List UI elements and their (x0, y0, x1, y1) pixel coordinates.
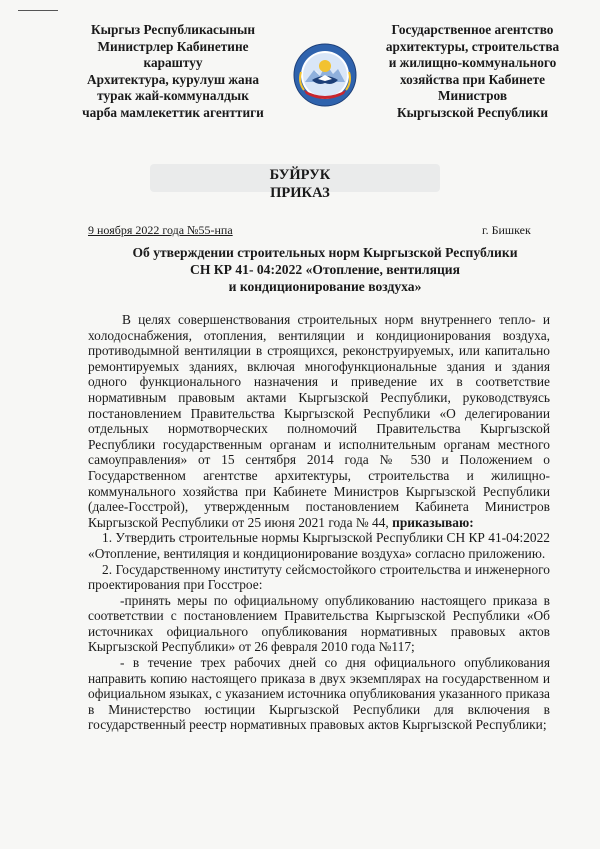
order-subject (60, 244, 590, 295)
preamble-text: В целях совершенствования строительных норм внутреннего тепло- и холодоснабжения, отопления, вентиляции и кондиционирования воздуха, противодымной вентиляции в строящихся, реконструируемых, или капитально ремонтируемых зданиях, включая многофункциональные здания и здания одного функционального назначения и приведение их в соответствие нормативным правовым актами Кыргызской Республики, руководствуясь постановлением Правительства Кыргызской Республики «О делегировании отдельных нормотворческих полномочий Правительства Кыргызской Республики государственным органам и исполнительным органам местного самоуправления» от 15 сентября 2014 года № 530 и Положением о Государственном агентстве архитектуры, строительства и жилищно-коммунального хозяйства при Кабинете Министров Кыргызской Республики (далее-Госстрой), утвержденным постановлением Кабинета Министров Кыргызской Республики от 25 июня 2021 года № 44, (88, 312, 550, 530)
header-left-line: Архитектура, курулуш жана (86, 71, 259, 87)
order-title-ru: ПРИКАЗ (270, 185, 330, 201)
subject-line: Об утверждении строительных норм Кыргызской Республики (132, 245, 518, 260)
order-title-ky: БУЙРУК (269, 167, 331, 183)
header-right-line: Кыргызской Республики (396, 104, 548, 120)
header-right-line: Государственное агентство (391, 22, 554, 37)
header-left-line: турак жай-коммуналдык (97, 88, 249, 103)
header-left-line: Министрлер Кабинетине (97, 38, 249, 54)
header-left-line: Кыргыз Республикасынын (90, 22, 256, 37)
subitem-2: - в течение трех рабочих дней со дня официального опубликования направить копию настоящего приказа в двух экземплярах на государственном и официальном языках, с указанием источника опубликования указанного приказа в Министерство юстиции Кыргызской Республики для включения в государственный реестр нормативных правовых актов Кыргызской Республики; (88, 655, 550, 733)
subject-line: и кондиционирование воздуха» (228, 279, 422, 294)
header-right-line: Министров (437, 88, 508, 103)
header-right-line: архитектуры, строительства (385, 38, 560, 54)
header-left-line: чарба мамлекеттик агенттиги (82, 104, 264, 120)
header-right-line: хозяйства при Кабинете (399, 71, 546, 87)
item-2: 2. Государственному институту сейсмостойкого строительства и инженерного проектирования при Госстрое: (88, 561, 550, 593)
preamble-paragraph (88, 312, 550, 530)
subject-line: СН КР 41- 04:2022 «Отопление, вентиляция (190, 262, 460, 277)
order-word: приказываю: (392, 514, 474, 530)
header-left-kyrgyz (68, 22, 278, 121)
state-emblem-icon (292, 42, 358, 108)
scan-mark (18, 10, 58, 11)
subitem-1: -принять меры по официальному опубликованию настоящего приказа в соответствии с постановлением Правительства Кыргызской Республики «Об источниках официального опубликования нормативных правовых актов Кыргызской Республики» от 26 февраля 2010 года №117; (88, 592, 550, 655)
header-left-line: караштуу (143, 55, 203, 70)
order-body (88, 312, 550, 733)
header-right-line: и жилищно-коммунального (388, 55, 557, 70)
order-title (0, 166, 600, 202)
item-1: 1. Утвердить строительные нормы Кыргызской Республики СН КР 41-04:2022 «Отопление, вентиляция и кондиционирование воздуха» согласно приложению. (88, 530, 550, 561)
order-date-number: 9 ноября 2022 года №55-нпа (88, 223, 233, 237)
order-city: г. Бишкек (482, 223, 531, 237)
header-right-russian (365, 22, 580, 121)
